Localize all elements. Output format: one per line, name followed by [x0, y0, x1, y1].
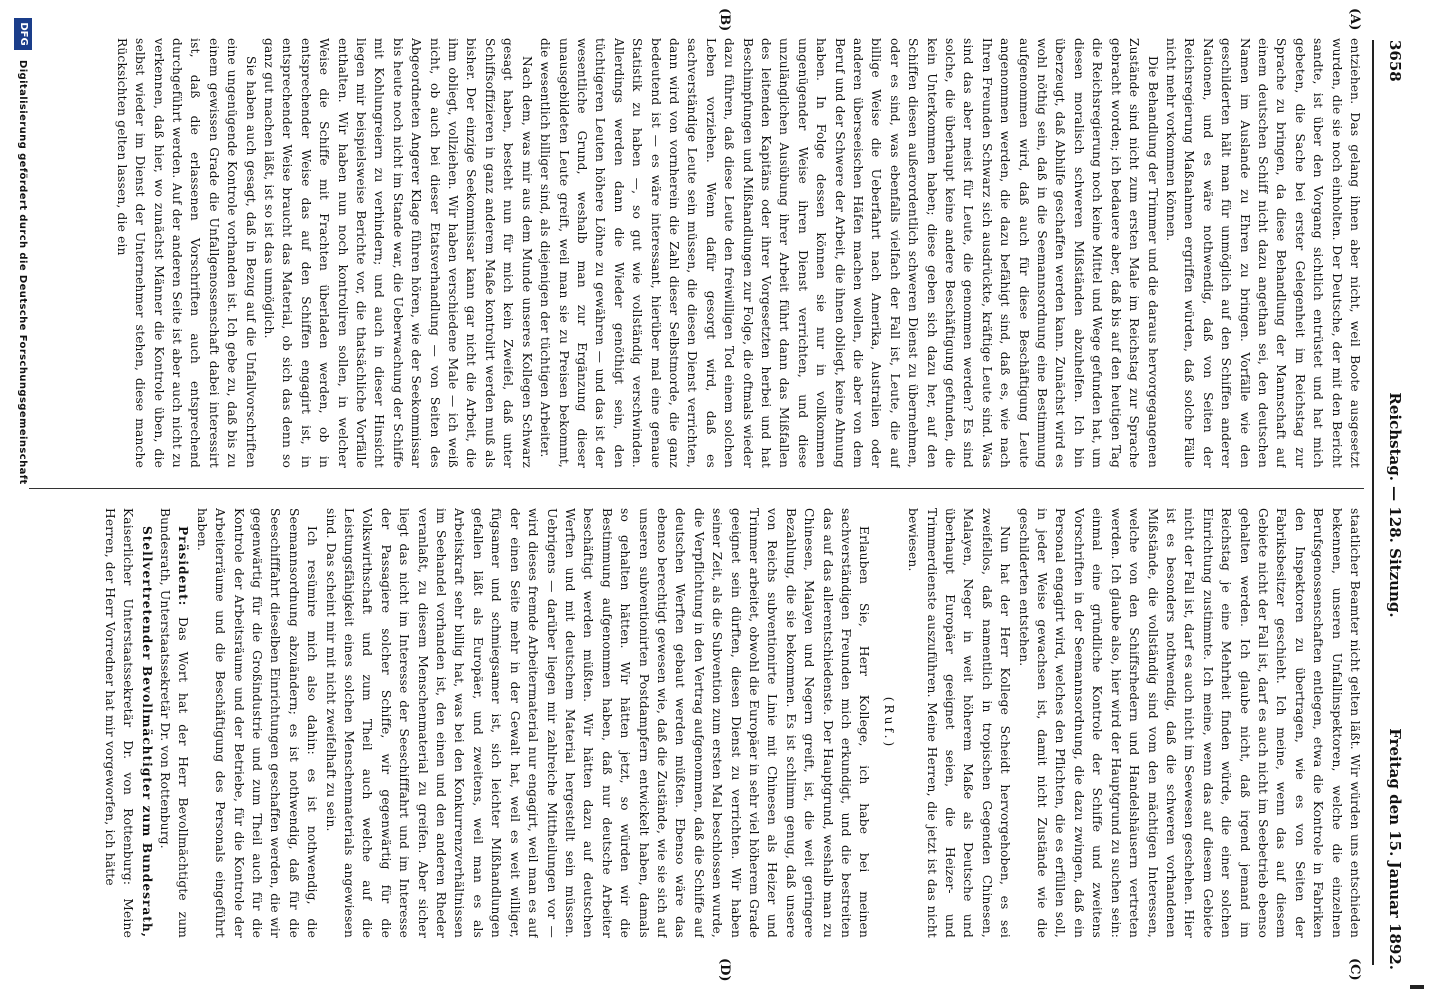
interjection: (Ruf.) [881, 696, 896, 750]
page-number: 3658 [1386, 40, 1404, 82]
paragraph: staatlicher Beamter nicht gelten läßt. Wir würden uns entschieden bekennen, unseren Unfallinspektoren, welche die einzelnen Berufsgenossenschaften entlegen, etwa die Kontrole in Fabriken den Inspektoren zu übertragen, wie es von Seiten der Fabriksbesitzer geschieht. Ich meine, wenn das auf diesem Gebiete nicht der Fall ist, darf es auch nicht im Seebetrieb ebenso gehalten werden. Ich glaube nicht, daß irgend jemand im Reichstag je eine Mehrheit finden würde, die einer solchen Einrichtung zustimmte. Ich meine, wenn das auf diesem Gebiete nicht der Fall ist, darf es auch nicht im Seewesen geschehen. Hier ist es besonders nothwendig, daß die schweren vorhandenen Mißstände, die vollständig sind vom den mächtigen Interessen, welche von den Schiffsrhedern und Handelshäusern vertreten werden. Ich glaube also, hier wird der Hauptgrund zu suchen sein: einmal eine gründliche Kontrole der Schiffe und zweitens Vorschriften in der Seemannsordnung, die dazu zwingen, daß ein Personal engagirt wird, welches den Pflichten, die es erfüllen soll, in jeder Weise gewachsen ist, damit nicht Zustände wie die geschilderten entstehen. [1016, 508, 1362, 938]
digitization-credit: Digitalisierung gefördert durch die Deutsche Forschungsgemeinschaft [17, 60, 28, 485]
dfg-logo: DFG [14, 18, 32, 50]
speech-text: Kaiserlicher Unterstaatssekretär Dr. von Rottenburg: Meine Herren, der Herr Vorredner hat mir vorgeworfen, ich hätte [102, 508, 136, 938]
speaker-label: Stellvertretender Bevollmächtigter zum Bundesrath, [139, 526, 154, 938]
left-column [34, 38, 1364, 468]
page-title: Reichstag. — 128. Sitzung. [1386, 392, 1404, 618]
paragraph: Erlauben Sie, Herr Kollege, ich habe bei meinen sachverständigen Freunden mich erkundigt, und die bestreiten das auf das allerentschiedenste. Der Hauptgrund, weshalb man zu Chinesen, Malayen und Negern greift, ist, die weit geringere Bezahlung, die sie bekommen. Es ist schlimm genug, daß unsere von Reichs subventionirte Linie mit Chinesen als Heizer und Trimmer arbeitet, obwohl die Europäer in sehr viel höherem Grade geeignet sein dürften, diesen Dienst zu verrichten. Wir haben seiner Zeit, als die Subvention zum ersten Mal beschlossen wurde, die Verpflichtung in den Vertrag aufgenommen, daß die Schiffe auf deutschen Werften gebaut werden müßten. Ebenso wäre das ebenso berechtigt gewesen wie, daß die Zustände, wie sie sich auf unseren subventionirten Postdampfern entwickelt haben, damals so gehalten hätten. Wir hätten jetzt, so würden wir die Bestimmung aufgenommen haben, daß nur deutsche Arbeiter beschäftigt werden müßten. Wir hätten dazu auf deutschen Werften und mit deutschem Material hergestellt sein müssen. Uebrigens — darüber liegen mir zahlreiche Mittheilungen vor — wird dieses fremde Arbeitermaterial nur engagirt, weil man es auf der einen Seite mehr in der Gewalt hat, weil es weit williger, fügsamer und schmiegsamer ist, sich leichter Mißhandlungen gefallen läßt als Europäer, und zweitens, weil man es als Arbeitskraft sehr billig hat, was bei den Konkurrenzverhältnissen im Seehandel vorhanden ist, den einen und den anderen Rheder veranlaßt, zu diesem Menschenmaterial zu greifen. Aber sicher liegt das nicht im Interesse der Seeschifffahrt und im Interesse der Passagiere solcher Schiffe, wir gegenwärtig für die Volkswirthschaft und zum Theil auch welche auf die Leistungsfähigkeit eines solchen Menschenmaterials angewiesen sind. Das scheint mir mit nicht zweifelhaft zu sein. [323, 508, 872, 938]
paragraph: Die Behandlung der Trimmer und die daraus hervorgegangenen Zustände sind nicht zum ersten Male im Reichstag zur Sprache gebracht worden; ich bedauere aber, daß bis auf den heutigen Tag die Reichsregierung noch keine Mittel und Wege gefunden hat, um diesen moralisch schweren Mißständen abzuhelfen. Ich bin überzeugt, daß Abhilfe geschaffen werden kann. Zunächst wird es wohl nöthig sein, daß in die Seemannsordnung eine Bestimmung aufgenommen wird, daß auch für diese Beschäftigung Leute angenommen werden, die dazu befähigt sind, daß es, wie nach Ihren Freunden Schwarz sich ausdrückte, kräftige Leute sind. Was sind das aber meist für Leute, die genommen werden? Es sind solche, die überhaupt keine andere Beschäftigung gefunden, die kein Unterkommen haben; diese geben sich dazu her, auf den Schiffen diesen außerordentlich schweren Dienst zu übernehmen, oder es sind, was ebenfalls vielfach der Fall ist, Leute, die auf billige Weise die Ueberfahrt nach Amerika, Australien oder anderen überseeischen Häfen machen wollen, die aber von dem Beruf und der Schwere der Arbeit, die ihnen obliegt, keine Ahnung haben. In Folge dessen können sie nur in vollkommen ungenügender Weise ihren Dienst verrichten, und diese unzulänglichen Ausübung ihrer Arbeit führt dann das Mißfallen des leitenden Kapitäns oder ihrer Vorgesetzten herbei und hat Beschimpfungen und Mißhandlungen zur Folge, die oftmals wieder dazu führen, daß diese Leute den freiwilligen Tod einem solchen Leben vorziehen. Wenn dafür gesorgt wird, daß es sachverständige Leute sein müssen, die diesen Dienst verrichten, dann wird von vornherein die Zahl dieser Selbstmorde, die ganz bedeutend ist — es wäre interessant, hierüber mal eine genaue Statistik zu haben —, so gut wie vollständig verschwinden. Allerdings werden dann die Wieder genöthigt sein, den tüchtigeren Leuten höhere Löhne zu gewähren — und das ist der wesentliche Grund, weshalb man zur Ergänzung dieser unausgebildeten Leute greift, weil man sie zu Preisen bekommt, die wesentlich billiger sind, als diejenigen der tüchtigen Arbeiter. [538, 38, 1160, 468]
column-divider [29, 488, 1364, 489]
margin-marker-a: (A) [1347, 8, 1362, 31]
speaker-label: Präsident: [176, 526, 191, 607]
speech-text: Das Wort hat der Herr Bevollmächtigte zum Bundesrath, Unterstaatssekretär Dr. von Rottenburg. [158, 508, 191, 938]
right-column [34, 508, 1364, 938]
margin-marker-b: (B) [717, 8, 732, 32]
page-header [1374, 40, 1404, 970]
paragraph: Nun hat der Herr Kollege Scheidt hervorgehoben, es sei zweifellos, daß namentlich in tropischen Gegenden Chinesen, Malayen, Neger in weit höherem Maße als Deutsche und überhaupt Europäer geeignet seien, die Heizer- und Trimmerdienste auszuführen. Meine Herren, die jetzt ist das nicht bewiesen. [906, 508, 1013, 938]
paragraph: Sie haben auch gesagt, daß in Bezug auf die Unfallvorschriften eine ungenügende Kontrole vorhanden ist. Ich gebe zu, daß bis zu einem gewissen Grade die Unfallgenossenschaft dabei interessirt ist, daß die erlassenen Vorschriften auch entsprechend durchgeführt werden. Auf der anderen Seite ist aber auch nicht zu verkennen, daß hier, wo zunächst Männer die Kontrole üben, die selbst wieder im Dienst der Unternehmer stehen, diese manche Rücksichten gelten lassen, die ein [114, 38, 258, 468]
president-speech [156, 508, 193, 938]
margin-marker-c: (C) [1347, 958, 1362, 981]
commissioner-speech [100, 508, 155, 938]
margin-marker-d: (D) [717, 958, 732, 982]
scan-edge-mark [1410, 985, 1424, 989]
paragraph: Nach dem, was mir aus dem Munde unseres Kollegen Schwarz gesagt haben, besteht nun für mich kein Zweifel, daß unter Schiffsoffizieren in ganz anderem Maße kontrolirt werden muß als bisher. Der einzige Seekommissar kann gar nicht die Arbeit, die ihm obliegt, vollziehen. Wir haben verschiedene Male — ich weiß nicht, ob auch bei dieser Etatsverhandlung — von Seiten des Abgeordneten Angerer Klage führen hören, wie der Seekommissar bis heute noch nicht im Stande war, die Ueberwachung der Schiffe mit Kohlungreiern zu verhindern; und auch in dieser Hinsicht liegen mir beispielsweise Berichte vor, die thatsächliche Vorfälle enthalten. Wir haben nun noch kontroliren sollen, in welcher Weise die Schiffe mit Frachten überladen werden, ob in entsprechender Weise das auf den Schiffen engagirt ist, in entsprechender Weise braucht das Material, ob sich das denn so ganz gut machen läßt, ist so ist das unmöglich. [262, 38, 534, 468]
header-rule [1372, 40, 1374, 965]
paragraph: Ich resümire mich also dahin: es ist nothwendig, die Seemannsordnung abzuändern; es ist nothwendig, daß für die Seeschifffahrt dieselben Einrichtungen geschaffen werden, die wir gegenwärtig für die Großindustrie und zum Theil auch für die Kontrole der Arbeitsräume und der Betriebe, für die Kontrole der Arbeiterräume und die Beschäftigung des Personals eingeführt haben. [194, 508, 320, 938]
session-date: Freitag den 15. Januar 1892. [1386, 728, 1404, 970]
paragraph: entziehen. Das gelang ihnen aber nicht, weil Boote ausgesetzt wurden, die sie noch einholten. Der Deutsche, der mit den Bericht sandte, ist über den Vorgang sichtlich entrüstet und hat mich gebeten, die Sache bei erster Gelegenheit im Reichstag zur Sprache zu bringen, da diese Behandlung der Mannschaft auf einem deutschen Schiff nicht dazu angethan sei, den deutschen Namen im Auslande zu Ehren zu bringen. Vorfälle wie den geschilderten hält man für unmöglich auf den Schiffen anderer Nationen, und es wäre nothwendig, daß von Seiten der Reichsregierung Maßnahmen ergriffen würden, daß solche Fälle nicht mehr vorkommen können. [1163, 38, 1362, 468]
